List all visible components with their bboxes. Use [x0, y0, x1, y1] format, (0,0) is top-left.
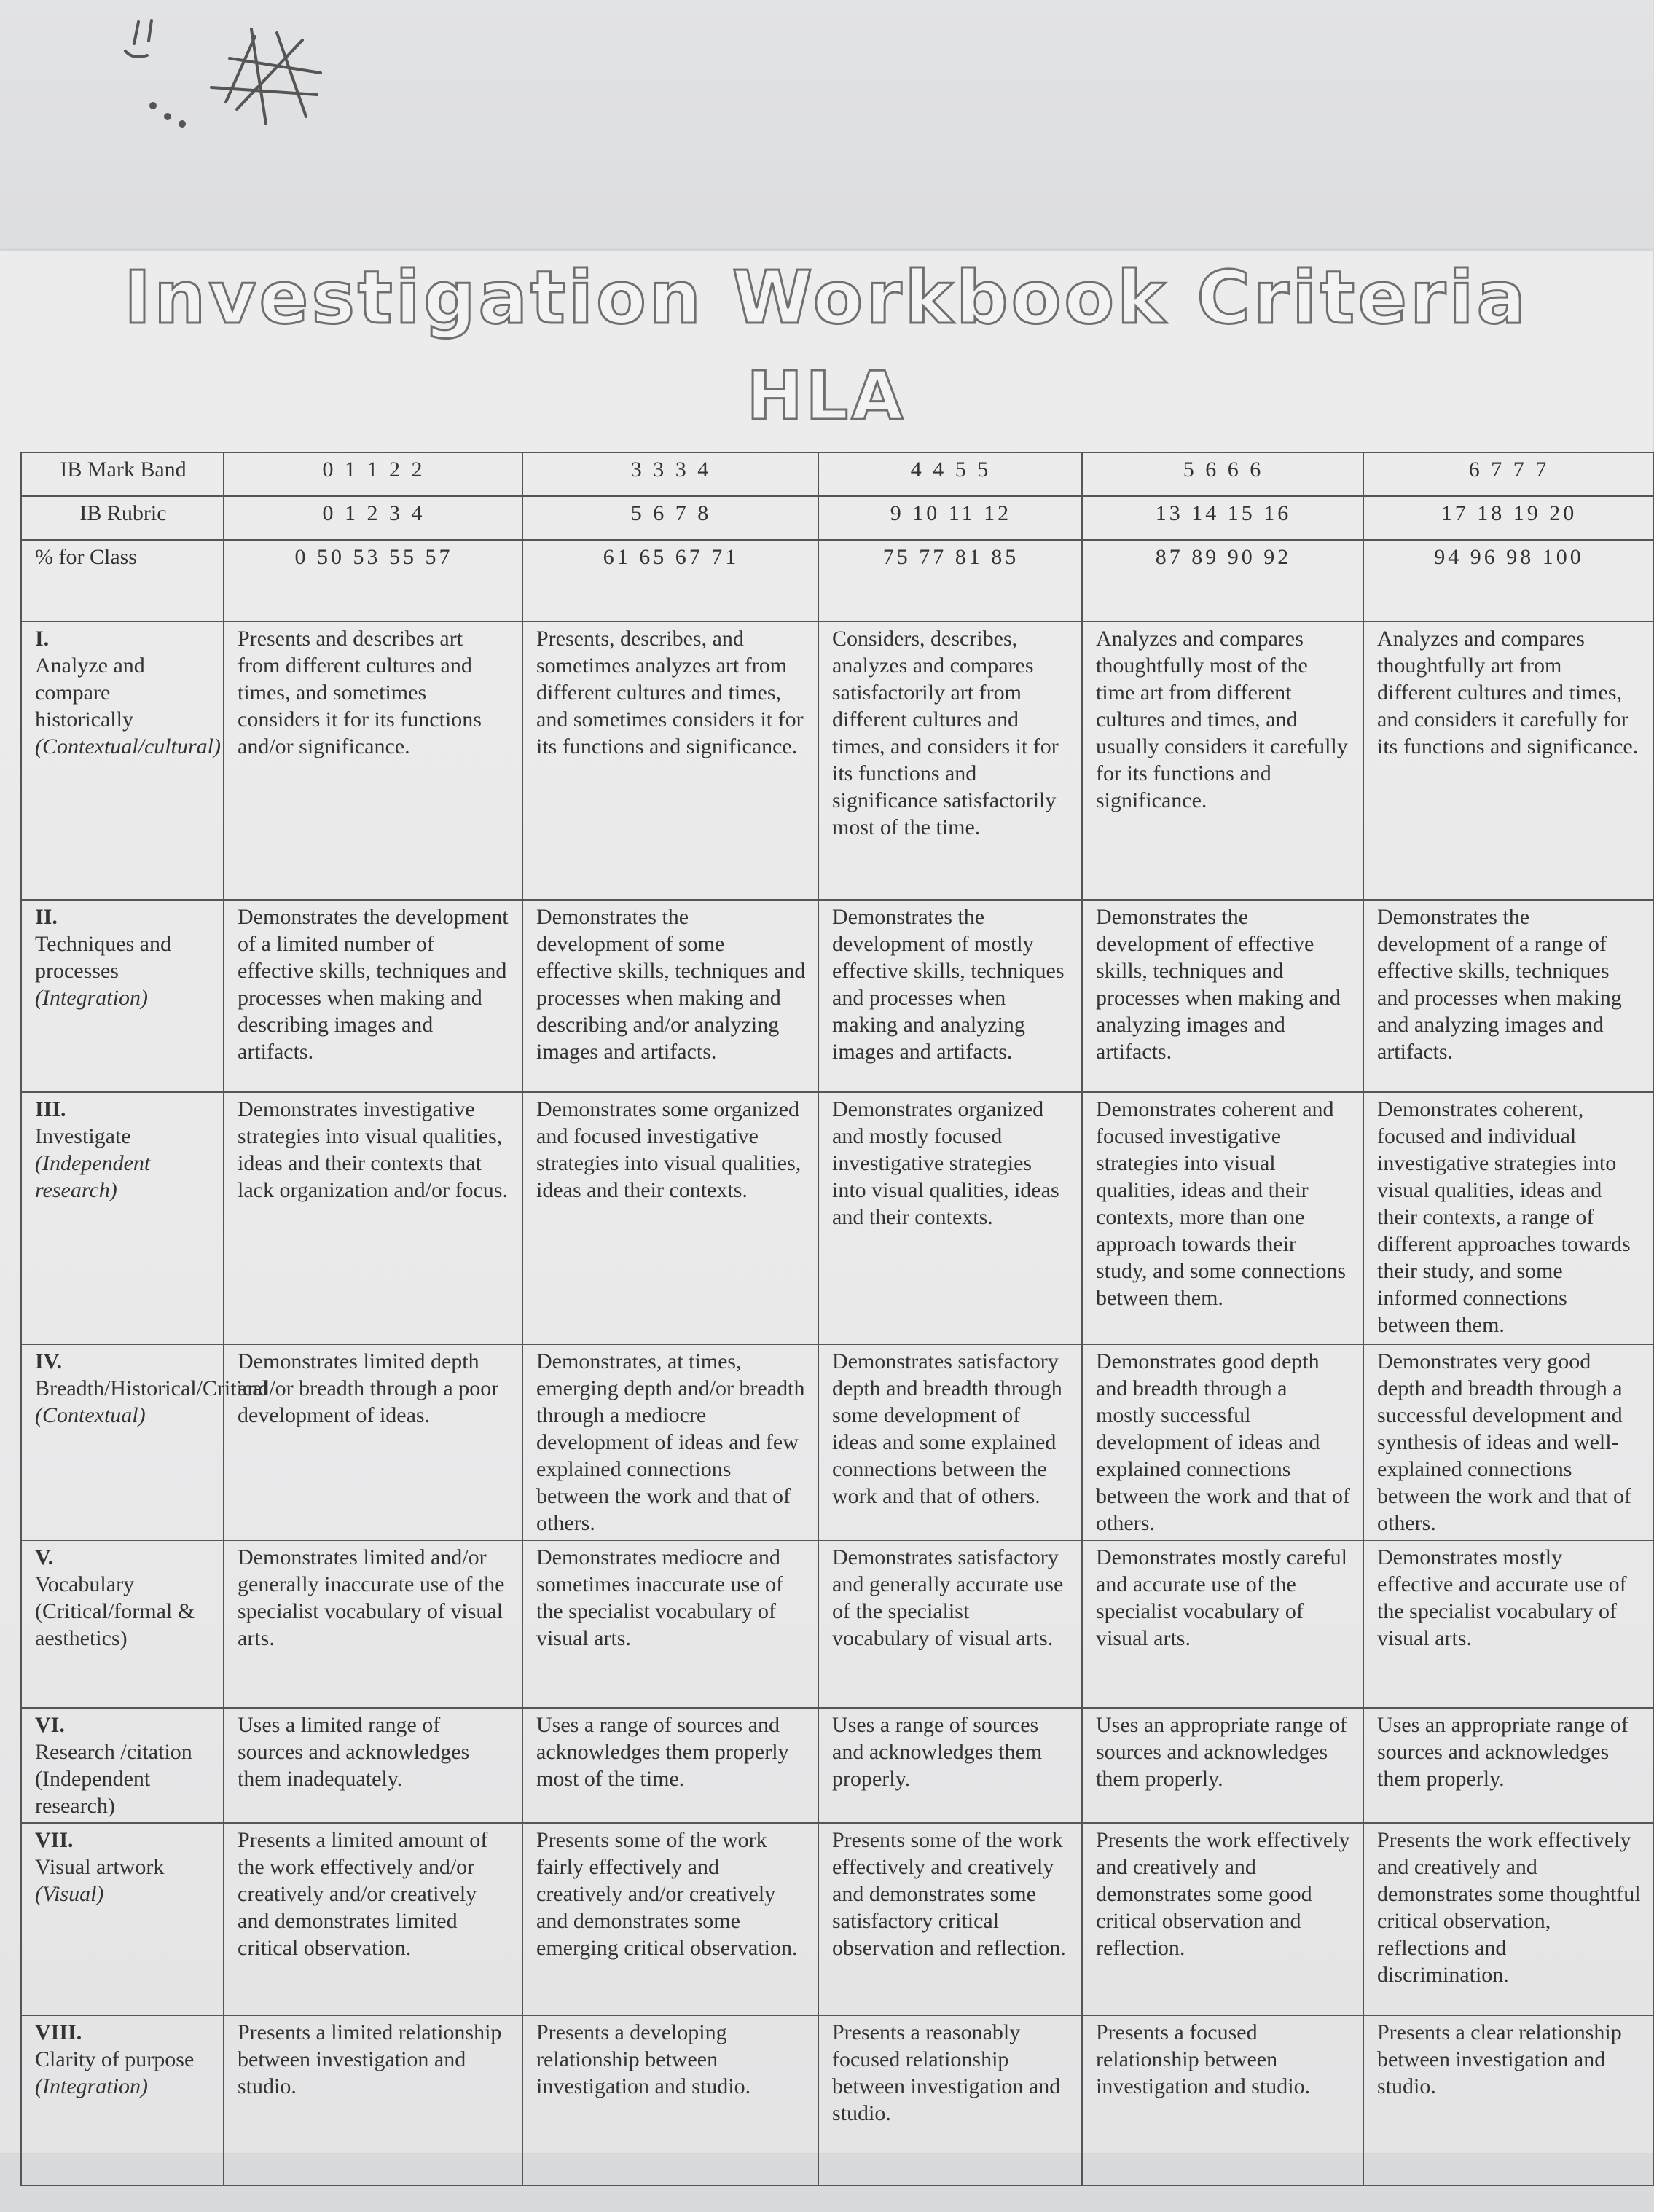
percent-cell: 94 96 98 100 [1363, 540, 1653, 621]
descriptor-cell: Demonstrates good depth and breadth through a mostly successful development of ideas and explained connections between the work and that of others. [1082, 1344, 1363, 1540]
criterion-number: V. [35, 1545, 54, 1569]
descriptor-cell: Demonstrates coherent, focused and individual investigative strategies into visual qualities, ideas and their contexts, a range of different approaches towards their study, and some informed connections between them. [1363, 1092, 1653, 1344]
criterion-subtitle: (Independent research) [35, 1151, 151, 1202]
descriptor-cell: Demonstrates investigative strategies into visual qualities, ideas and their contexts that lack organization and/or focus. [224, 1092, 522, 1344]
criterion-name: Research /citation (Independent research) [35, 1740, 192, 1818]
criterion-row [21, 1823, 1653, 2015]
rubric-cell: 5 6 7 8 [522, 496, 818, 540]
rubric-cell: 9 10 11 12 [818, 496, 1082, 540]
criterion-name: Techniques and processes [35, 932, 172, 983]
descriptor-cell: Uses an appropriate range of sources and acknowledges them properly. [1363, 1708, 1653, 1823]
descriptor-cell: Demonstrates the development of effective skills, techniques and processes when making and analyzing images and artifacts. [1082, 900, 1363, 1092]
descriptor-cell: Presents a limited amount of the work effectively and/or creatively and/or creatively and demonstrates limited critical observation. [224, 1823, 522, 2015]
criterion-number: VIII. [35, 2020, 82, 2044]
rubric-cell: 13 14 15 16 [1082, 496, 1363, 540]
band-cell: 6 7 7 7 [1363, 452, 1653, 496]
descriptor-cell: Demonstrates the development of a range of effective skills, techniques and processes when making and analyzing images and artifacts. [1363, 900, 1653, 1092]
descriptor-cell: Demonstrates the development of a limited number of effective skills, techniques and processes when making and describing images and artifacts. [224, 900, 522, 1092]
percent-cell: 0 50 53 55 57 [224, 540, 522, 621]
descriptor-cell: Presents, describes, and sometimes analyzes art from different cultures and times, and sometimes considers it for its functions and significance. [522, 621, 818, 900]
criterion-label [21, 900, 224, 1092]
criterion-label [21, 1344, 268, 1540]
descriptor-cell: Demonstrates mostly careful and accurate use of the specialist vocabulary of visual arts. [1082, 1540, 1363, 1708]
descriptor-cell: Demonstrates mediocre and sometimes inaccurate use of the specialist vocabulary of visual arts. [522, 1540, 818, 1708]
descriptor-cell: Considers, describes, analyzes and compares satisfactorily art from different cultures and times, and considers it for its functions and significance satisfactorily most of the time. [818, 621, 1082, 900]
descriptor-cell: Demonstrates limited and/or generally inaccurate use of the specialist vocabulary of visual arts. [224, 1540, 522, 1708]
criterion-subtitle: (Visual) [35, 1882, 104, 1906]
band-cell: 4 4 5 5 [818, 452, 1082, 496]
descriptor-cell: Presents a limited relationship between investigation and studio. [224, 2015, 522, 2186]
band-cell: 0 1 1 2 2 [224, 452, 522, 496]
percent-cell: 61 65 67 71 [522, 540, 818, 621]
descriptor-cell: Demonstrates limited depth and/or breadth through a poor development of ideas. [224, 1344, 522, 1540]
star-doodle-icon [109, 7, 357, 153]
criterion-row [21, 900, 1653, 1092]
mark-band-row [21, 452, 1653, 496]
document-subtitle: HLA [746, 357, 906, 435]
row-label: IB Mark Band [21, 452, 224, 496]
descriptor-cell: Analyzes and compares thoughtfully art from different cultures and times, and considers it carefully for its functions and significance. [1363, 621, 1653, 900]
descriptor-cell: Presents and describes art from different cultures and times, and sometimes considers it for its functions and/or significance. [224, 621, 522, 900]
descriptor-cell: Uses a range of sources and acknowledges them properly most of the time. [522, 1708, 818, 1823]
descriptor-cell: Uses an appropriate range of sources and acknowledges them properly. [1082, 1708, 1363, 1823]
descriptor-cell: Demonstrates satisfactory depth and breadth through some development of ideas and some explained connections between the work and that of others. [818, 1344, 1082, 1540]
descriptor-cell: Demonstrates, at times, emerging depth and/or breadth through a mediocre development of ideas and few explained connections between the work and that of others. [522, 1344, 818, 1540]
descriptor-cell: Demonstrates the development of mostly effective skills, techniques and processes when making and analyzing images and artifacts. [818, 900, 1082, 1092]
criterion-label [21, 2015, 224, 2186]
criterion-name: Vocabulary (Critical/formal & aesthetics) [35, 1572, 195, 1650]
row-label: IB Rubric [21, 496, 224, 540]
criterion-row [21, 1540, 1653, 1708]
descriptor-cell: Presents some of the work effectively and creatively and demonstrates some satisfactory critical observation and reflection. [818, 1823, 1082, 2015]
descriptor-cell: Demonstrates coherent and focused investigative strategies into visual qualities, ideas and their contexts, more than one approach towards their study, and some connections between them. [1082, 1092, 1363, 1344]
criterion-name: Investigate [35, 1124, 131, 1148]
criterion-name: Clarity of purpose [35, 2047, 195, 2071]
descriptor-cell: Demonstrates some organized and focused investigative strategies into visual qualities, ideas and their contexts. [522, 1092, 818, 1344]
criterion-label [21, 1540, 224, 1708]
criterion-label [21, 1092, 224, 1344]
descriptor-cell: Demonstrates organized and mostly focused investigative strategies into visual qualities, ideas and their contexts. [818, 1092, 1082, 1344]
criterion-subtitle: (Contextual/cultural) [35, 734, 221, 758]
descriptor-cell: Presents the work effectively and creatively and demonstrates some good critical observation and reflection. [1082, 1823, 1363, 2015]
criterion-number: VII. [35, 1828, 74, 1852]
criterion-name: Breadth/Historical/Critical [35, 1376, 268, 1400]
criterion-row [21, 1708, 1653, 1823]
rubric-row [21, 496, 1653, 540]
criterion-subtitle: (Contextual) [35, 1403, 146, 1427]
descriptor-cell: Demonstrates very good depth and breadth through a successful development and synthesis of ideas and well-explained connections between the work and that of others. [1363, 1344, 1653, 1540]
criterion-label [21, 621, 224, 900]
criterion-number: II. [35, 905, 58, 929]
criterion-number: IV. [35, 1349, 62, 1373]
descriptor-cell: Demonstrates mostly effective and accurate use of the specialist vocabulary of visual arts. [1363, 1540, 1653, 1708]
percent-cell: 75 77 81 85 [818, 540, 1082, 621]
rubric-cell: 0 1 2 3 4 [224, 496, 522, 540]
row-label: % for Class [21, 540, 224, 621]
criterion-label [21, 1823, 224, 2015]
document-title: Investigation Workbook Criteria [123, 255, 1529, 340]
descriptor-cell: Presents a reasonably focused relationship between investigation and studio. [818, 2015, 1082, 2186]
criterion-name: Analyze and compare historically [35, 654, 145, 732]
criterion-subtitle: (Integration) [35, 986, 148, 1010]
descriptor-cell: Uses a range of sources and acknowledges them properly. [818, 1708, 1082, 1823]
criteria-rubric-table [20, 452, 1654, 2186]
criterion-label [21, 1708, 224, 1823]
class-percent-row [21, 540, 1653, 621]
criterion-number: VI. [35, 1713, 65, 1737]
descriptor-cell: Demonstrates the development of some effective skills, techniques and processes when making and describing and/or analyzing images and artifacts. [522, 900, 818, 1092]
criterion-number: III. [35, 1097, 66, 1121]
criterion-row [21, 2015, 1653, 2186]
descriptor-cell: Presents a developing relationship between investigation and studio. [522, 2015, 818, 2186]
band-cell: 5 6 6 6 [1082, 452, 1363, 496]
descriptor-cell: Presents a focused relationship between investigation and studio. [1082, 2015, 1363, 2186]
criterion-row [21, 621, 1653, 900]
descriptor-cell: Presents the work effectively and creatively and demonstrates some thoughtful critical observation, reflections and discrimination. [1363, 1823, 1653, 2015]
percent-cell: 87 89 90 92 [1082, 540, 1363, 621]
band-cell: 3 3 3 4 [522, 452, 818, 496]
criterion-name: Visual artwork [35, 1855, 165, 1879]
criterion-subtitle: (Integration) [35, 2074, 148, 2098]
descriptor-cell: Demonstrates satisfactory and generally accurate use of the specialist vocabulary of visual arts. [818, 1540, 1082, 1708]
criterion-number: I. [35, 627, 50, 651]
descriptor-cell: Presents a clear relationship between investigation and studio. [1363, 2015, 1653, 2186]
rubric-cell: 17 18 19 20 [1363, 496, 1653, 540]
criterion-row [21, 1092, 1653, 1344]
descriptor-cell: Analyzes and compares thoughtfully most of the time art from different cultures and times, and usually considers it carefully for its functions and significance. [1082, 621, 1363, 900]
criterion-row [21, 1344, 1653, 1540]
descriptor-cell: Presents some of the work fairly effectively and creatively and/or creatively and demonstrates some emerging critical observation. [522, 1823, 818, 2015]
descriptor-cell: Uses a limited range of sources and acknowledges them inadequately. [224, 1708, 522, 1823]
